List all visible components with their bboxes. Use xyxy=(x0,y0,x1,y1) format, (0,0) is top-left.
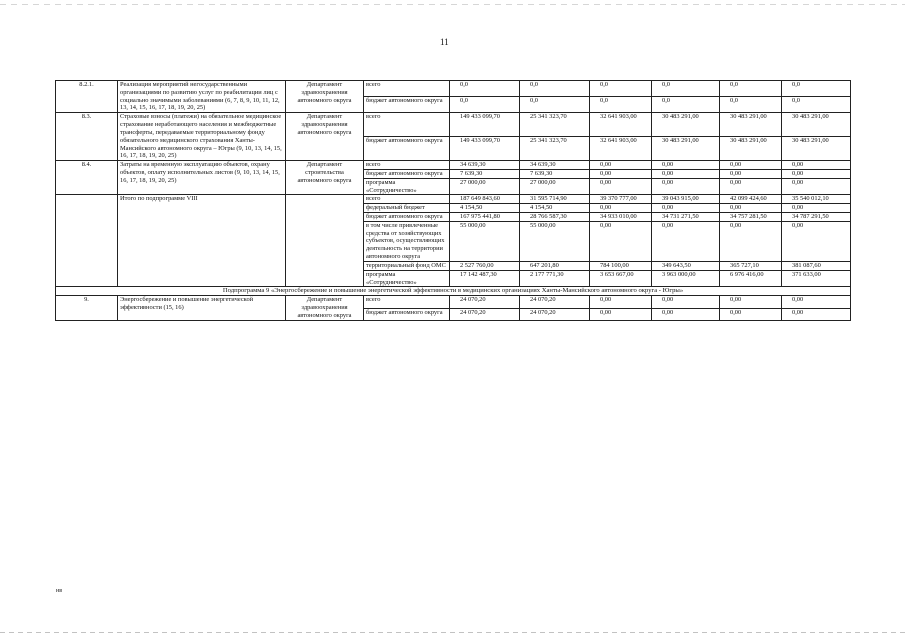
executor-cell: Департамент здравоохранения автономного округа xyxy=(286,113,364,161)
amount-cell: 0,00 xyxy=(782,296,851,308)
amount-cell: 4 154,50 xyxy=(520,204,590,213)
amount-cell: 0,00 xyxy=(782,178,851,195)
item-number-cell: 8.3. xyxy=(56,113,118,161)
table-row xyxy=(56,195,851,204)
funding-source-cell: программа «Сотрудничество» xyxy=(364,270,450,287)
table-row xyxy=(56,81,851,97)
amount-cell: 34 639,30 xyxy=(520,161,590,170)
amount-cell: 3 963 000,00 xyxy=(652,270,720,287)
amount-cell: 0,00 xyxy=(652,169,720,178)
funding-source-cell: бюджет автономного округа xyxy=(364,137,450,161)
amount-cell: 39 043 915,00 xyxy=(652,195,720,204)
amount-cell: 149 433 099,70 xyxy=(450,113,520,137)
funding-source-cell: бюджет автономного округа xyxy=(364,308,450,320)
amount-cell: 187 649 843,60 xyxy=(450,195,520,204)
amount-cell: 0,0 xyxy=(652,81,720,97)
executor-cell xyxy=(286,195,364,287)
amount-cell: 647 201,80 xyxy=(520,261,590,270)
item-number-cell: 8.4. xyxy=(56,161,118,195)
item-number-cell xyxy=(56,195,118,287)
amount-cell: 32 641 903,00 xyxy=(590,137,652,161)
amount-cell: 0,00 xyxy=(652,204,720,213)
amount-cell: 30 483 291,00 xyxy=(782,137,851,161)
amount-cell: 0,0 xyxy=(590,97,652,113)
funding-source-cell: всего xyxy=(364,195,450,204)
funding-source-cell: бюджет автономного округа xyxy=(364,97,450,113)
amount-cell: 0,0 xyxy=(590,81,652,97)
amount-cell: 0,00 xyxy=(782,161,851,170)
subprogram-header-row xyxy=(56,287,851,296)
funding-source-cell: всего xyxy=(364,161,450,170)
funding-source-cell: территориальный фонд ОМС xyxy=(364,261,450,270)
amount-cell: 34 787 291,50 xyxy=(782,213,851,222)
amount-cell: 167 975 441,80 xyxy=(450,213,520,222)
funding-source-cell: программа «Сотрудничество» xyxy=(364,178,450,195)
item-number-cell: 8.2.1. xyxy=(56,81,118,113)
amount-cell: 349 643,50 xyxy=(652,261,720,270)
amount-cell: 55 000,00 xyxy=(450,221,520,261)
amount-cell: 0,00 xyxy=(720,161,782,170)
amount-cell: 6 976 416,00 xyxy=(720,270,782,287)
amount-cell: 0,00 xyxy=(782,221,851,261)
activity-name-cell: Страховые взносы (платежи) на обязательное медицинское страхование неработающего населения и межбюджетные трансферты, передаваемые территориальному фонду обязательного медицинского страхования Ханты-Мансийского автономного округа – Югры (9, 10, 13, 14, 15, 16, 17, 18, 19, 20, 25) xyxy=(118,113,286,161)
activity-name-cell: Реализация мероприятий негосударственными организациями по развитию услуг по реабилитации лиц с социально значимыми заболеваниями (6, 7, 8, 9, 10, 11, 12, 13, 14, 15, 16, 17, 18, 19, 20, 25) xyxy=(118,81,286,113)
page-number: 11 xyxy=(440,37,449,47)
amount-cell: 0,0 xyxy=(782,97,851,113)
amount-cell: 30 483 291,00 xyxy=(782,113,851,137)
amount-cell: 0,00 xyxy=(652,308,720,320)
amount-cell: 0,00 xyxy=(782,308,851,320)
amount-cell: 0,0 xyxy=(520,81,590,97)
amount-cell: 3 653 667,00 xyxy=(590,270,652,287)
amount-cell: 35 540 012,10 xyxy=(782,195,851,204)
amount-cell: 365 727,10 xyxy=(720,261,782,270)
amount-cell: 24 070,20 xyxy=(520,308,590,320)
amount-cell: 7 639,30 xyxy=(520,169,590,178)
amount-cell: 0,00 xyxy=(782,169,851,178)
amount-cell: 30 483 291,00 xyxy=(720,113,782,137)
funding-source-cell: всего xyxy=(364,296,450,308)
amount-cell: 2 177 771,30 xyxy=(520,270,590,287)
amount-cell: 0,00 xyxy=(590,204,652,213)
activity-name-cell: Итого по подпрограмме VIII xyxy=(118,195,286,287)
amount-cell: 34 731 271,50 xyxy=(652,213,720,222)
executor-cell: Департамент здравоохранения автономного округа xyxy=(286,296,364,320)
amount-cell: 34 639,30 xyxy=(450,161,520,170)
amount-cell: 31 595 714,90 xyxy=(520,195,590,204)
table-row xyxy=(56,161,851,170)
table-row xyxy=(56,296,851,308)
table-body xyxy=(56,81,851,321)
activity-name-cell: Затраты на временную эксплуатацию объектов, охрану объектов, оплату исполнительных листов (9, 10, 13, 14, 15, 16, 17, 18, 19, 20, 25) xyxy=(118,161,286,195)
amount-cell: 0,00 xyxy=(652,178,720,195)
amount-cell: 28 766 587,30 xyxy=(520,213,590,222)
amount-cell: 4 154,50 xyxy=(450,204,520,213)
amount-cell: 0,00 xyxy=(720,169,782,178)
amount-cell: 149 433 099,70 xyxy=(450,137,520,161)
amount-cell: 2 527 760,00 xyxy=(450,261,520,270)
amount-cell: 784 100,00 xyxy=(590,261,652,270)
amount-cell: 0,00 xyxy=(590,178,652,195)
amount-cell: 0,0 xyxy=(450,97,520,113)
amount-cell: 39 370 777,00 xyxy=(590,195,652,204)
amount-cell: 30 483 291,00 xyxy=(652,113,720,137)
funding-source-cell: бюджет автономного округа xyxy=(364,213,450,222)
amount-cell: 0,00 xyxy=(720,204,782,213)
amount-cell: 24 070,20 xyxy=(450,296,520,308)
activity-name-cell: Энергосбережение и повышение энергетической эффективности (15, 16) xyxy=(118,296,286,320)
funding-source-cell: всего xyxy=(364,81,450,97)
amount-cell: 0,00 xyxy=(590,169,652,178)
table-row xyxy=(56,113,851,137)
amount-cell: 32 641 903,00 xyxy=(590,113,652,137)
amount-cell: 17 142 487,30 xyxy=(450,270,520,287)
amount-cell: 0,00 xyxy=(590,161,652,170)
amount-cell: 0,00 xyxy=(590,221,652,261)
budget-table xyxy=(55,80,851,321)
executor-cell: Департамент строительства автономного округа xyxy=(286,161,364,195)
scan-edge-bottom xyxy=(0,632,905,633)
amount-cell: 27 000,00 xyxy=(450,178,520,195)
amount-cell: 0,0 xyxy=(782,81,851,97)
amount-cell: 25 341 323,70 xyxy=(520,113,590,137)
funding-source-cell: бюджет автономного округа xyxy=(364,169,450,178)
amount-cell: 381 087,60 xyxy=(782,261,851,270)
amount-cell: 55 000,00 xyxy=(520,221,590,261)
amount-cell: 0,00 xyxy=(590,296,652,308)
footer-mark: нв xyxy=(56,588,63,594)
amount-cell: 0,00 xyxy=(720,221,782,261)
amount-cell: 0,00 xyxy=(652,161,720,170)
amount-cell: 24 070,20 xyxy=(520,296,590,308)
amount-cell: 0,00 xyxy=(720,296,782,308)
scan-edge-top xyxy=(0,4,905,5)
amount-cell: 0,0 xyxy=(450,81,520,97)
amount-cell: 0,0 xyxy=(520,97,590,113)
funding-source-cell: всего xyxy=(364,113,450,137)
amount-cell: 24 070,20 xyxy=(450,308,520,320)
amount-cell: 0,00 xyxy=(652,221,720,261)
amount-cell: 0,00 xyxy=(782,204,851,213)
amount-cell: 25 341 323,70 xyxy=(520,137,590,161)
amount-cell: 0,0 xyxy=(720,97,782,113)
executor-cell: Департамент здравоохранения автономного округа xyxy=(286,81,364,113)
item-number-cell: 9. xyxy=(56,296,118,320)
subprogram-title: Подпрограмма 9 «Энергосбережение и повышение энергетической эффективности в медицинских организациях Ханты-Мансийского автономного округа - Югры» xyxy=(56,287,851,296)
amount-cell: 371 633,00 xyxy=(782,270,851,287)
amount-cell: 34 757 281,50 xyxy=(720,213,782,222)
funding-source-cell: в том числе привлеченные средства от хозяйствующих субъектов, осуществляющих деятельность на территории автономного округа xyxy=(364,221,450,261)
amount-cell: 0,00 xyxy=(720,178,782,195)
amount-cell: 0,00 xyxy=(590,308,652,320)
amount-cell: 30 483 291,00 xyxy=(652,137,720,161)
amount-cell: 0,0 xyxy=(652,97,720,113)
amount-cell: 30 483 291,00 xyxy=(720,137,782,161)
amount-cell: 34 933 010,00 xyxy=(590,213,652,222)
amount-cell: 7 639,30 xyxy=(450,169,520,178)
amount-cell: 27 000,00 xyxy=(520,178,590,195)
funding-source-cell: федеральный бюджет xyxy=(364,204,450,213)
amount-cell: 0,00 xyxy=(652,296,720,308)
amount-cell: 0,0 xyxy=(720,81,782,97)
amount-cell: 42 099 424,60 xyxy=(720,195,782,204)
amount-cell: 0,00 xyxy=(720,308,782,320)
